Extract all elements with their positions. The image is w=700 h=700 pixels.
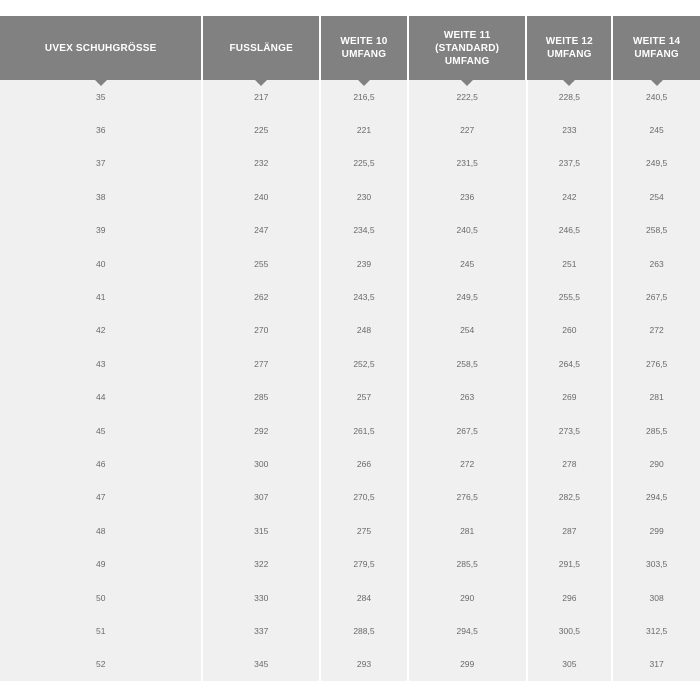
cell-foot-length: 307: [203, 481, 319, 514]
cell-shoe-size: 39: [0, 214, 201, 247]
cell-width-11: 281: [409, 514, 526, 547]
cell-foot-length: 262: [203, 280, 319, 313]
cell-width-14: 299: [613, 514, 700, 547]
cell-width-14: 290: [613, 447, 700, 480]
cell-shoe-size: 45: [0, 414, 201, 447]
cell-width-12: 246,5: [528, 214, 612, 247]
cell-shoe-size: 49: [0, 547, 201, 580]
cell-foot-length: 337: [203, 614, 319, 647]
cell-width-12: 242: [528, 180, 612, 213]
cell-width-11: 294,5: [409, 614, 526, 647]
table-row: [0, 180, 700, 213]
cell-foot-length: 255: [203, 247, 319, 280]
table-row: [0, 547, 700, 580]
cell-width-14: 276,5: [613, 347, 700, 380]
cell-width-10: 225,5: [321, 147, 407, 180]
cell-width-14: 245: [613, 113, 700, 146]
cell-foot-length: 322: [203, 547, 319, 580]
cell-width-14: 249,5: [613, 147, 700, 180]
cell-foot-length: 315: [203, 514, 319, 547]
cell-width-11: 249,5: [409, 280, 526, 313]
cell-width-11: 222,5: [409, 80, 526, 113]
cell-width-11: 240,5: [409, 214, 526, 247]
cell-shoe-size: 43: [0, 347, 201, 380]
cell-width-12: 264,5: [528, 347, 612, 380]
cell-width-11: 299: [409, 648, 526, 681]
cell-foot-length: 217: [203, 80, 319, 113]
header-label: WEITE 10 UMFANG: [340, 36, 388, 60]
cell-width-14: 312,5: [613, 614, 700, 647]
cell-width-14: 263: [613, 247, 700, 280]
table-row: [0, 113, 700, 146]
cell-width-12: 228,5: [528, 80, 612, 113]
cell-width-11: 263: [409, 381, 526, 414]
cell-foot-length: 232: [203, 147, 319, 180]
cell-width-14: 308: [613, 581, 700, 614]
table-row: [0, 347, 700, 380]
header-label: WEITE 11 (STANDARD) UMFANG: [435, 29, 500, 67]
header-pointer-arrow: [563, 80, 575, 86]
cell-width-11: 258,5: [409, 347, 526, 380]
cell-shoe-size: 40: [0, 247, 201, 280]
cell-foot-length: 285: [203, 381, 319, 414]
header-pointer-arrow: [461, 80, 473, 86]
cell-width-12: 260: [528, 314, 612, 347]
table-row: [0, 381, 700, 414]
cell-foot-length: 330: [203, 581, 319, 614]
header-width-14: [613, 16, 700, 80]
header-label: WEITE 12 UMFANG: [545, 36, 593, 60]
table-row: [0, 614, 700, 647]
cell-width-11: 236: [409, 180, 526, 213]
cell-width-14: 281: [613, 381, 700, 414]
header-pointer-arrow: [255, 80, 267, 86]
cell-width-10: 257: [321, 381, 407, 414]
table-row: [0, 648, 700, 681]
cell-width-14: 240,5: [613, 80, 700, 113]
cell-width-12: 296: [528, 581, 612, 614]
cell-shoe-size: 51: [0, 614, 201, 647]
table-row: [0, 314, 700, 347]
header-foot-length: [203, 16, 319, 80]
cell-width-11: 227: [409, 113, 526, 146]
cell-width-10: 234,5: [321, 214, 407, 247]
cell-width-11: 245: [409, 247, 526, 280]
cell-shoe-size: 37: [0, 147, 201, 180]
cell-width-14: 254: [613, 180, 700, 213]
cell-width-10: 275: [321, 514, 407, 547]
cell-width-10: 288,5: [321, 614, 407, 647]
cell-shoe-size: 36: [0, 113, 201, 146]
cell-shoe-size: 47: [0, 481, 201, 514]
cell-foot-length: 240: [203, 180, 319, 213]
cell-foot-length: 270: [203, 314, 319, 347]
header-pointer-arrow: [651, 80, 663, 86]
cell-shoe-size: 41: [0, 280, 201, 313]
cell-width-11: 272: [409, 447, 526, 480]
cell-foot-length: 247: [203, 214, 319, 247]
table-row: [0, 414, 700, 447]
header-label: FUSSLÄNGE: [229, 42, 293, 54]
table-header: [0, 16, 700, 80]
table-row: [0, 581, 700, 614]
cell-width-12: 269: [528, 381, 612, 414]
header-pointer-arrow: [95, 80, 107, 86]
cell-width-14: 294,5: [613, 481, 700, 514]
cell-foot-length: 345: [203, 648, 319, 681]
cell-width-14: 303,5: [613, 547, 700, 580]
table-row: [0, 514, 700, 547]
table-row: [0, 147, 700, 180]
header-shoe-size: [0, 16, 201, 80]
cell-width-10: 270,5: [321, 481, 407, 514]
cell-width-12: 278: [528, 447, 612, 480]
cell-foot-length: 300: [203, 447, 319, 480]
cell-shoe-size: 46: [0, 447, 201, 480]
cell-width-12: 282,5: [528, 481, 612, 514]
cell-width-12: 305: [528, 648, 612, 681]
cell-width-14: 258,5: [613, 214, 700, 247]
cell-width-11: 276,5: [409, 481, 526, 514]
cell-width-10: 216,5: [321, 80, 407, 113]
cell-width-10: 279,5: [321, 547, 407, 580]
cell-width-14: 317: [613, 648, 700, 681]
cell-width-14: 267,5: [613, 280, 700, 313]
cell-width-10: 221: [321, 113, 407, 146]
cell-width-11: 290: [409, 581, 526, 614]
cell-foot-length: 225: [203, 113, 319, 146]
cell-shoe-size: 48: [0, 514, 201, 547]
cell-shoe-size: 52: [0, 648, 201, 681]
table-row: [0, 214, 700, 247]
cell-width-11: 231,5: [409, 147, 526, 180]
cell-shoe-size: 38: [0, 180, 201, 213]
table-body: [0, 80, 700, 681]
cell-foot-length: 277: [203, 347, 319, 380]
header-label: UVEX SCHUHGRÖSSE: [44, 42, 157, 54]
cell-width-12: 233: [528, 113, 612, 146]
cell-width-12: 255,5: [528, 280, 612, 313]
cell-width-10: 230: [321, 180, 407, 213]
cell-width-12: 273,5: [528, 414, 612, 447]
header-width-11: [409, 16, 526, 80]
cell-width-10: 293: [321, 648, 407, 681]
cell-shoe-size: 42: [0, 314, 201, 347]
cell-width-10: 266: [321, 447, 407, 480]
cell-width-10: 252,5: [321, 347, 407, 380]
cell-width-14: 272: [613, 314, 700, 347]
header-width-12: [527, 16, 611, 80]
cell-shoe-size: 44: [0, 381, 201, 414]
table-row: [0, 447, 700, 480]
table-row: [0, 247, 700, 280]
cell-foot-length: 292: [203, 414, 319, 447]
header-width-10: [321, 16, 407, 80]
cell-width-11: 254: [409, 314, 526, 347]
cell-width-12: 251: [528, 247, 612, 280]
cell-width-12: 287: [528, 514, 612, 547]
cell-shoe-size: 50: [0, 581, 201, 614]
cell-width-10: 239: [321, 247, 407, 280]
cell-width-12: 300,5: [528, 614, 612, 647]
cell-width-11: 285,5: [409, 547, 526, 580]
table-row: [0, 481, 700, 514]
header-pointer-arrow: [358, 80, 370, 86]
cell-width-12: 291,5: [528, 547, 612, 580]
cell-width-10: 243,5: [321, 280, 407, 313]
cell-width-10: 284: [321, 581, 407, 614]
cell-width-10: 261,5: [321, 414, 407, 447]
cell-width-12: 237,5: [528, 147, 612, 180]
cell-shoe-size: 35: [0, 80, 201, 113]
table-row: [0, 280, 700, 313]
cell-width-11: 267,5: [409, 414, 526, 447]
header-label: WEITE 14 UMFANG: [633, 36, 681, 60]
cell-width-10: 248: [321, 314, 407, 347]
cell-width-14: 285,5: [613, 414, 700, 447]
size-chart-table: [0, 16, 700, 681]
